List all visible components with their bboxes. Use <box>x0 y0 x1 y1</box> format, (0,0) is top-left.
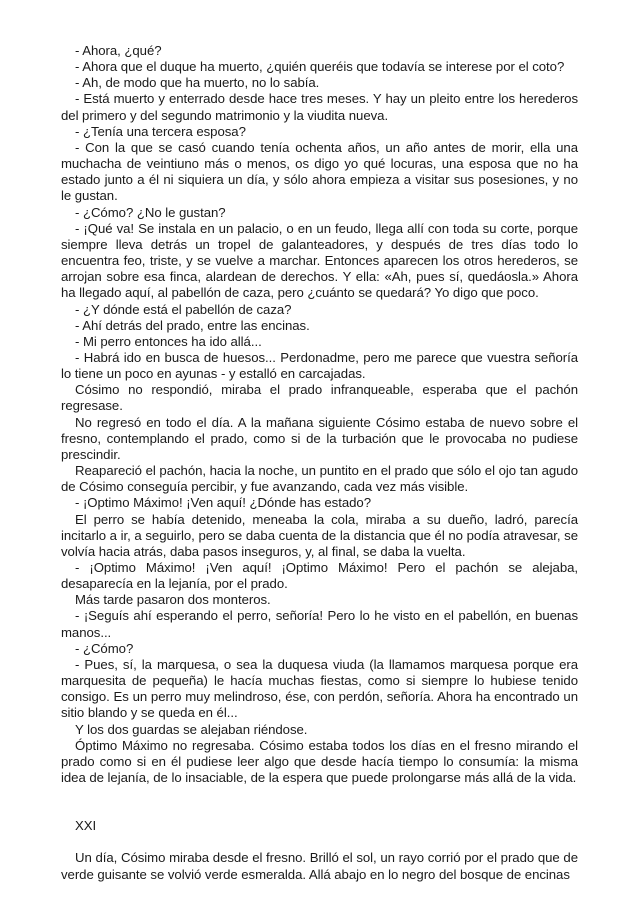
spacer <box>61 834 578 850</box>
paragraph: - ¡Optimo Máximo! ¡Ven aquí! ¿Dónde has estado? <box>75 495 371 511</box>
paragraph: - Está muerto y enterrado desde hace tres meses. Y hay un pleito entre los herederos del primero y del segundo matrimonio y la viudita nueva. <box>61 91 578 123</box>
paragraph: Más tarde pasaron dos monteros. <box>75 592 271 608</box>
text-block-before-chapter <box>61 43 578 786</box>
paragraph: Un día, Cósimo miraba desde el fresno. Brilló el sol, un rayo corrió por el prado que de verde guisante se volvió verde esmeralda. Allá abajo en lo negro del bosque de encinas <box>61 850 578 882</box>
paragraph: Reapareció el pachón, hacia la noche, un puntito en el prado que sólo el ojo tan agudo de Cósimo conseguía percibir, y fue avanzando, cada vez más visible. <box>61 463 578 495</box>
paragraph: Y los dos guardas se alejaban riéndose. <box>75 721 308 737</box>
paragraph: - Mi perro entonces ha ido allá... <box>75 333 262 349</box>
paragraph: - ¡Seguís ahí esperando el perro, señoría! Pero lo he visto en el pabellón, en buenas manos... <box>61 608 578 640</box>
paragraph: No regresó en todo el día. A la mañana siguiente Cósimo estaba de nuevo sobre el fresno, contemplando el prado, como si de la turbación que le provocaba no pudiese prescindir. <box>61 414 578 462</box>
paragraph: - Con la que se casó cuando tenía ochenta años, un año antes de morir, ella una muchacha de veintiuno más o menos, os digo yo qué locuras, una esposa que no ha estado junto a él ni siquiera un día, y sólo ahora empieza a visitar sus posesiones, y no le gustan. <box>61 139 578 204</box>
paragraph: - Ahí detrás del prado, entre las encinas. <box>75 317 310 333</box>
paragraph: - ¡Qué va! Se instala en un palacio, o en un feudo, llega allí con toda su corte, porque siempre lleva detrás un tropel de galanteadores, y después de tres días todo lo encuentra feo, triste, y se vuelve a marchar. Entonces aparecen los otros herederos, se arrojan sobre esa finca, alardean de derechos. Y ella: «Ah, pues sí, quedáosla.» Ahora ha llegado aquí, al pabellón de caza, pero ¿cuánto se quedará? Yo digo que poco. <box>61 220 578 301</box>
paragraph: - Habrá ido en busca de huesos... Perdonadme, pero me parece que vuestra señoría lo tiene un poco en ayunas - y estalló en carcajadas. <box>61 349 578 382</box>
paragraph: - Ahora que el duque ha muerto, ¿quién queréis que todavía se interese por el coto? <box>75 59 565 75</box>
paragraph: - ¿Cómo? ¿No le gustan? <box>75 204 226 220</box>
paragraph: - ¡Optimo Máximo! ¡Ven aquí! ¡Optimo Máximo! Pero el pachón se alejaba, desaparecía en la lejanía, por el prado. <box>61 560 578 592</box>
paragraph: - ¿Y dónde está el pabellón de caza? <box>75 301 292 317</box>
chapter-heading: XXI <box>75 818 97 834</box>
paragraph: El perro se había detenido, meneaba la cola, miraba a su dueño, ladró, parecía incitarlo a ir, a seguirlo, pero se daba cuenta de la distancia que él no podía atravesar, se volvía hacia atrás, daba pasos inseguros, y, al final, se daba la vuelta. <box>61 511 578 559</box>
text-block-after-chapter <box>61 850 578 882</box>
paragraph: Óptimo Máximo no regresaba. Cósimo estaba todos los días en el fresno mirando el prado como si en él pudiese leer algo que desde hacía tiempo lo consumía: la misma idea de lejanía, de lo insaciable, de la espera que puede prolongarse más allá de la vida. <box>61 737 578 786</box>
document-page <box>61 43 578 883</box>
spacer <box>61 786 578 818</box>
paragraph: - ¿Cómo? <box>75 640 134 656</box>
paragraph: - ¿Tenía una tercera esposa? <box>75 123 246 139</box>
paragraph: Cósimo no respondió, miraba el prado infranqueable, esperaba que el pachón regresase. <box>61 382 578 414</box>
paragraph: - Ah, de modo que ha muerto, no lo sabía. <box>75 75 320 91</box>
paragraph: - Pues, sí, la marquesa, o sea la duquesa viuda (la llamamos marquesa porque era marquesita de pequeña) le hacía muchas fiestas, como si siempre lo hubiese tenido consigo. Es un perro muy melindroso, ése, con perdón, señoría. Ahora ha encontrado un sitio blando y se queda en él... <box>61 656 578 721</box>
paragraph: - Ahora, ¿qué? <box>75 43 162 58</box>
